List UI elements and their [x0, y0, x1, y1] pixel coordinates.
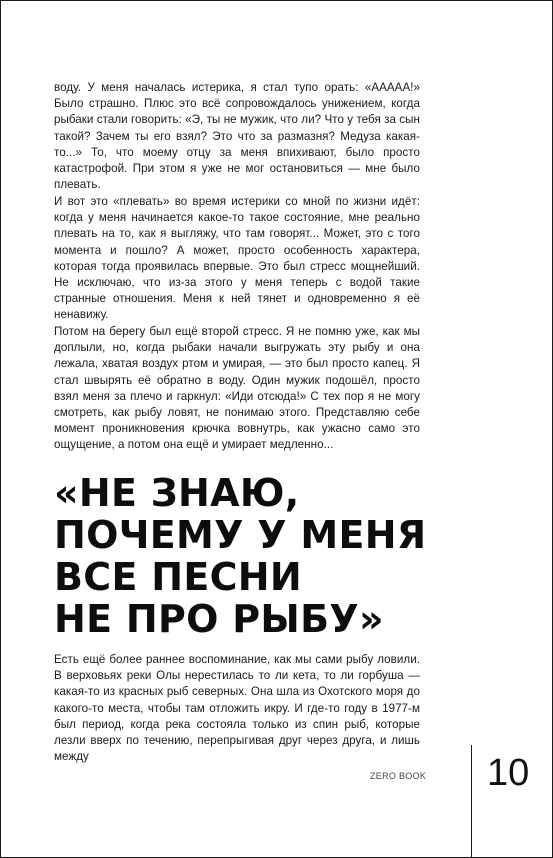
- body-paragraph: Есть ещё более раннее воспоминание, как мы сами рыбу ловили. В верховьях реки Олы нерестилась то ли кета, то ли горбуша — какая-то из красных рыб северных. Она шла из Охотского моря до какого-то места, чтобы там отложить икру. И где-то году в 1977-м был период, когда река состояла только из спин рыб, которые лезли вверх по течению, перепрыгивая друг через друга, и лишь между: [54, 653, 420, 764]
- publisher-brand: ZERO BOOK: [370, 771, 427, 781]
- footer-divider: [471, 745, 472, 857]
- page-number: 10: [487, 752, 530, 794]
- pull-quote: «НЕ ЗНАЮ, ПОЧЕМУ У МЕНЯ ВСЕ ПЕСНИ НЕ ПРО РЫБУ»: [54, 471, 427, 641]
- body-paragraph: И вот это «плевать» во время истерики со мной по жизни идёт: когда у меня начинается какое-то такое состояние, мне реально плевать на то, как я выгляжу, что там говорят... Может, это с того момента и пошло? А может, просто особенность характера, которая тогда проявилась впервые. Это был стресс мощнейший. Не исключаю, что из-за этого у меня теперь с водой такие странные отношения. Меня к ней тянет и одновременно я её ненавижу.: [54, 195, 420, 322]
- body-paragraph: Потом на берегу был ещё второй стресс. Я не помню уже, как мы доплыли, но, когда рыбаки начали выгружать эту рыбу и она лежала, хватая воздух ртом и умирая, — это был просто капец. Я стал швырять её обратно в воду. Один мужик подошёл, просто взял меня за плечо и гаркнул: «Иди отсюда!» С тех пор я не могу смотреть, как рыбу ловят, не понимаю этого. Представляю себе момент проникновения крючка вовнутрь, как ужасно само это ощущение, а потом она ещё и умирает медленно...: [54, 325, 420, 452]
- body-paragraph: воду. У меня началась истерика, я стал тупо орать: «ААААА!» Было страшно. Плюс это всё сопровождалось унижением, когда рыбаки стали говорить: «Э, ты не мужик, что ли? Что у тебя за сын такой? Зачем ты его взял? Это что за размазня? Медуза какая-то...» То, что моему отцу за меня впихивают, было просто катастрофой. При этом я уже не мог остановиться — мне было плевать.: [54, 81, 420, 192]
